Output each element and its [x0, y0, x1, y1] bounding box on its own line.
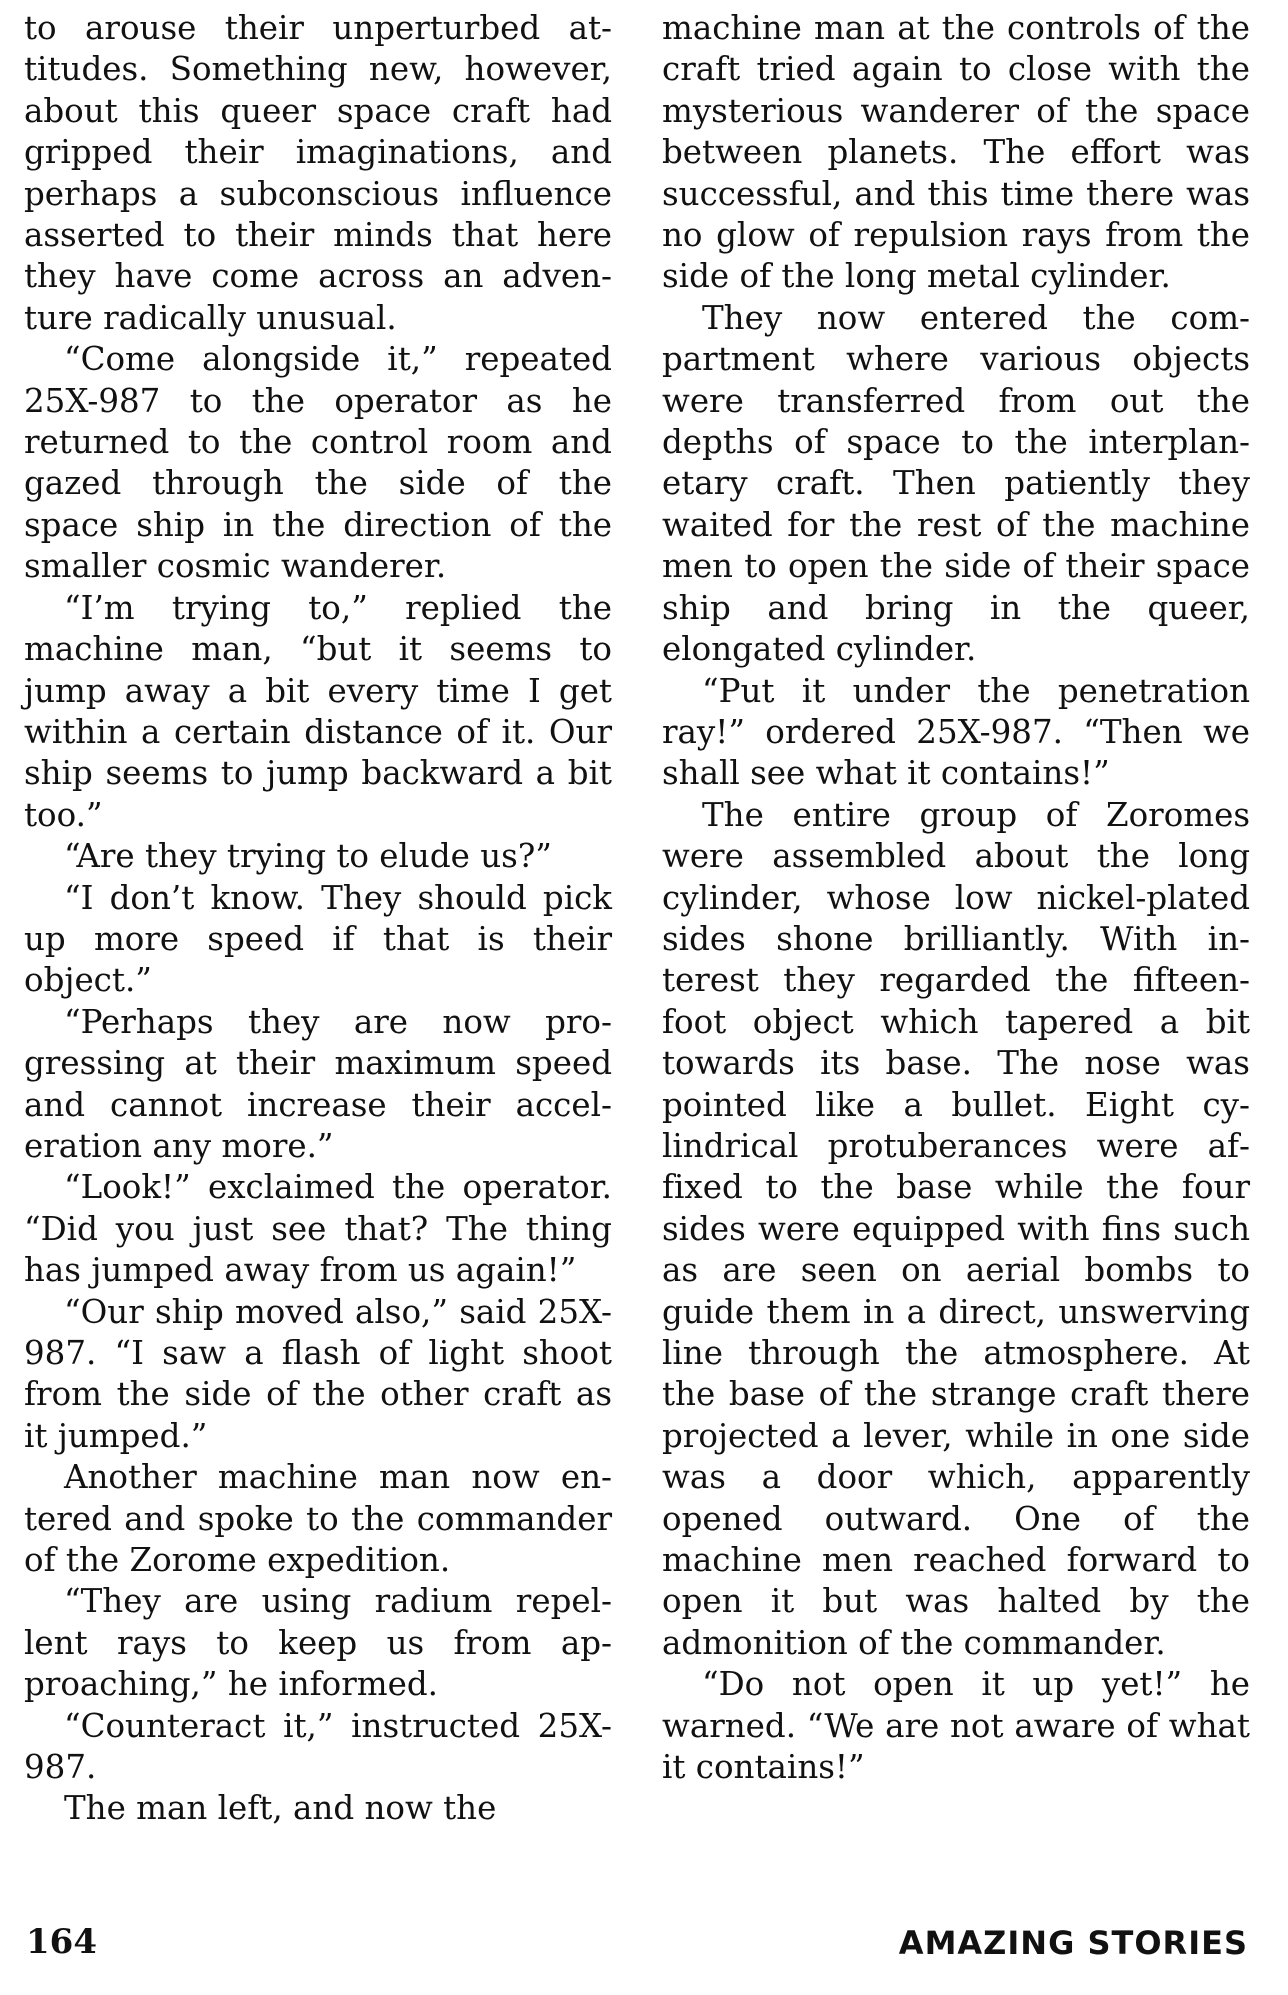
paragraph: “Look!” exclaimed the operator. “Did you just see that? The thing has jumped away from us again!” [24, 1168, 612, 1290]
paragraph: “I’m trying to,” replied the machine man, “but it seems to jump away a bit every time I get within a certain distance of it. Our ship seems to jump backward a bit too.” [24, 588, 612, 834]
paragraph: The man left, and now the [64, 1789, 497, 1828]
paragraph: “Counteract it,” instructed 25X-987. [24, 1706, 612, 1787]
paragraph: The entire group of Zoromes were assembled about the long cylinder, whose low nickel-plated sides shone brilliantly. With interest they regarded the fifteen-foot object which tapered a bit towards its base. The nose was pointed like a bullet. Eight cylindrical protuberances were affixed to the base while the four sides were equipped with fins such as are seen on aerial bombs to guide them in a direct, unswerving line through the atmosphere. At the base of the strange craft there projected a lever, while in one side was a door which, apparently opened outward. One of the machine men reached forward to open it but was halted by the admonition of the commander. [662, 795, 1250, 1662]
running-head: AMAZING STORIES [898, 1924, 1248, 1962]
left-column [24, 8, 612, 1830]
paragraph: machine man at the controls of the craft tried again to close with the mysterious wanderer of the space between planets. The effort was successful, and this time there was no glow of repulsion rays from the side of the long metal cylinder. [662, 9, 1250, 296]
paragraph: “Are they trying to elude us?” [64, 837, 552, 876]
page-number: 164 [26, 1922, 97, 1962]
paragraph: “Do not open it up yet!” he warned. “We are not aware of what it contains!” [662, 1665, 1250, 1787]
paragraph: Another machine man now entered and spoke to the commander of the Zorome expedition. [24, 1458, 612, 1580]
paragraph: “Our ship moved also,” said 25X-987. “I saw a flash of light shoot from the side of the other craft as it jumped.” [24, 1292, 612, 1455]
paragraph: to arouse their unperturbed attitudes. Something new, however, about this queer space craft had gripped their imaginations, and perhaps a subconscious influence asserted to their minds that here they have come across an adventure radically unusual. [24, 9, 612, 337]
paragraph: “Put it under the penetration ray!” ordered 25X-987. “Then we shall see what it contains!” [662, 671, 1250, 793]
paragraph: “They are using radium repellent rays to keep us from approaching,” he informed. [24, 1582, 612, 1704]
right-column [662, 8, 1250, 1788]
paragraph: “I don’t know. They should pick up more speed if that is their object.” [24, 878, 612, 1000]
paragraph: “Perhaps they are now progressing at their maximum speed and cannot increase their acceleration any more.” [24, 1002, 612, 1165]
paragraph: They now entered the compartment where various objects were transferred from out the depths of space to the interplanetary craft. Then patiently they waited for the rest of the machine men to open the side of their space ship and bring in the queer, elongated cylinder. [662, 298, 1250, 669]
paragraph: “Come alongside it,” repeated 25X-987 to the operator as he returned to the control room and gazed through the side of the space ship in the direction of the smaller cosmic wanderer. [24, 340, 612, 586]
